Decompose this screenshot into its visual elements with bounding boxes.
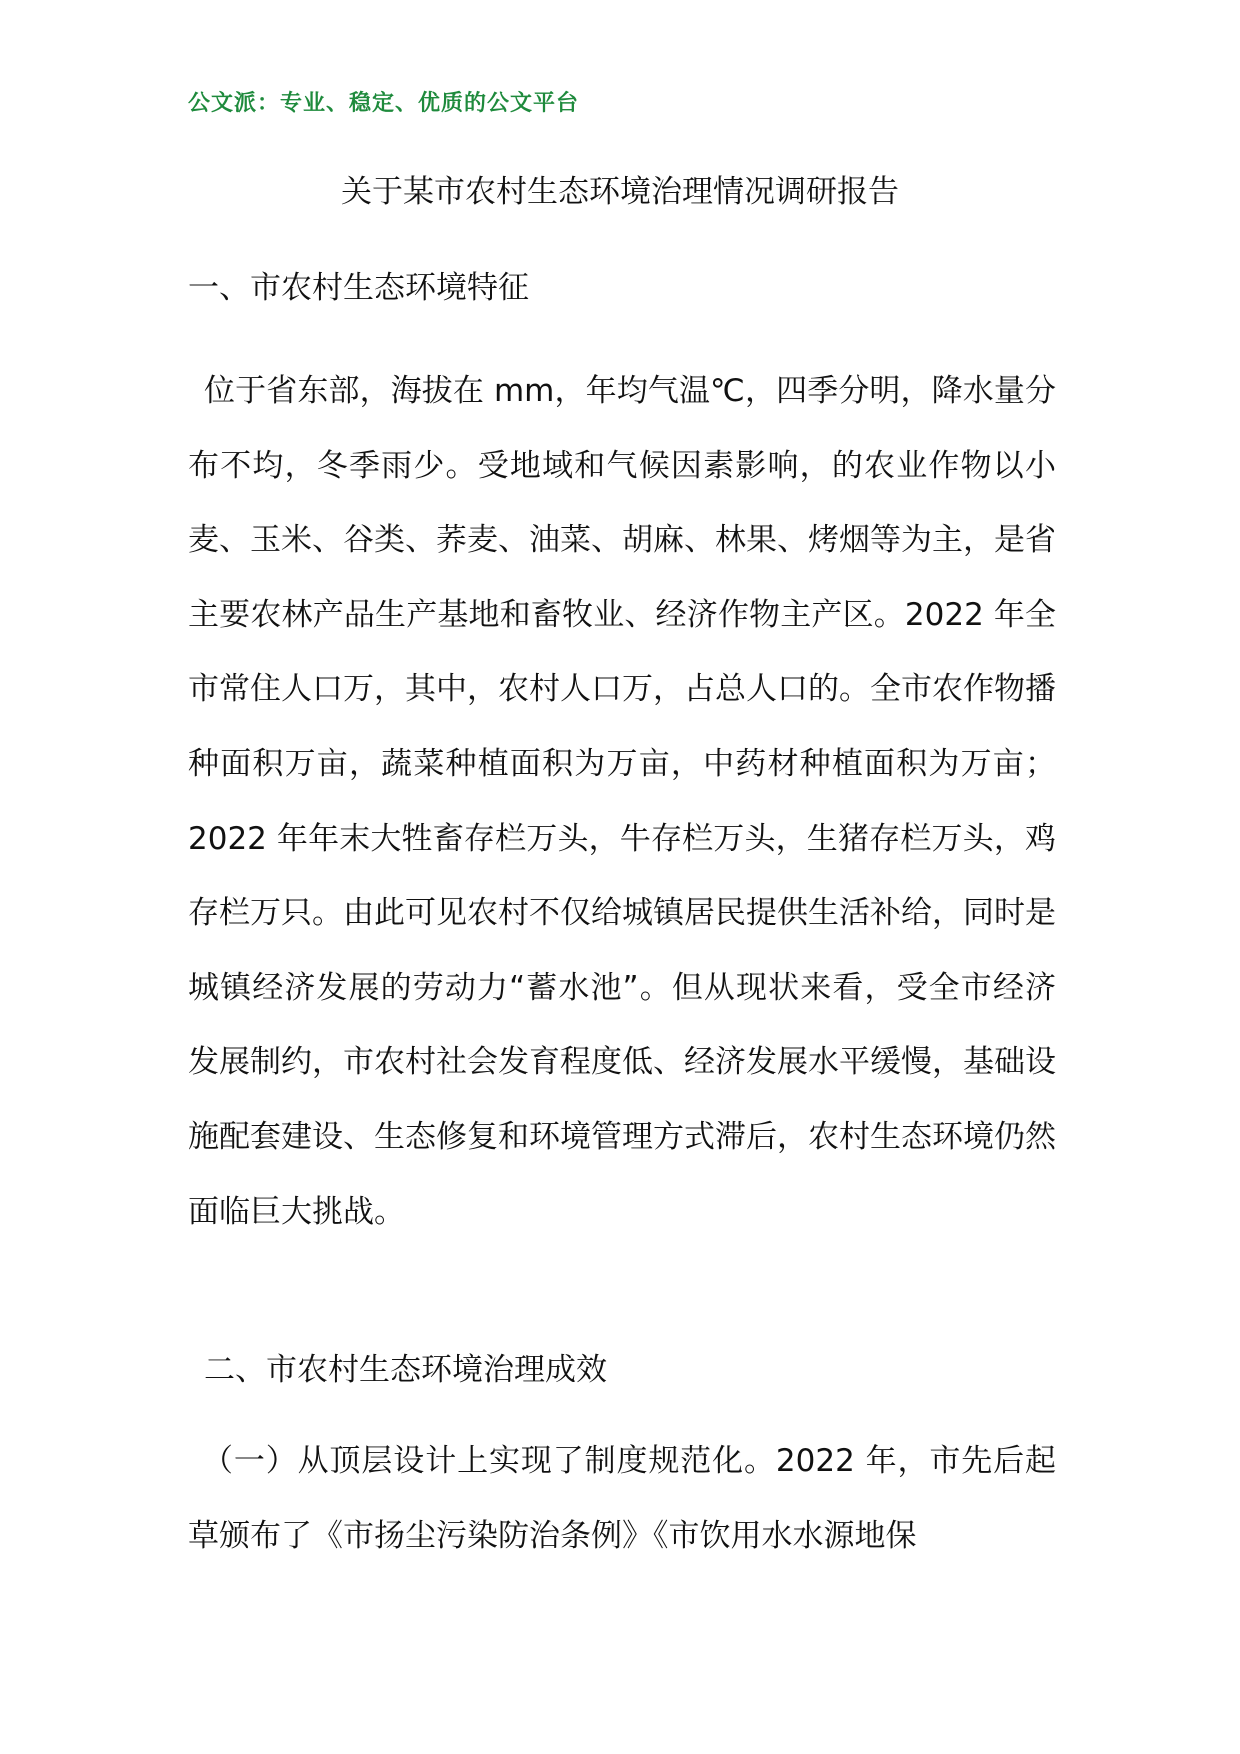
section-2-heading: 二、市农村生态环境治理成效 xyxy=(204,1352,607,1388)
document-title: 关于某市农村生态环境治理情况调研报告 xyxy=(341,174,899,210)
watermark-banner: 公文派：专业、稳定、优质的公文平台 xyxy=(188,91,580,116)
section-2-paragraph: （一）从顶层设计上实现了制度规范化。2022 年，市先后起草颁布了《市扬尘污染防治条例》《市饮用水水源地保 xyxy=(188,1443,1056,1554)
section-1-heading: 一、市农村生态环境特征 xyxy=(188,270,529,306)
section-1-paragraph: 位于省东部，海拔在 mm，年均气温℃，四季分明，降水量分布不均，冬季雨少。受地域和气候因素影响，的农业作物以小麦、玉米、谷类、荞麦、油菜、胡麻、林果、烤烟等为主，是省主要农林产品生产基地和畜牧业、经济作物主产区。2022 年全市常住人口万，其中，农村人口万，占总人口的。全市农作物播种面积万亩，蔬菜种植面积为万亩，中药材种植面积为万亩；2022 年年末大牲畜存栏万头，牛存栏万头，生猪存栏万头，鸡存栏万只。由此可见农村不仅给城镇居民提供生活补给，同时是城镇经济发展的劳动力“蓄水池”。但从现状来看，受全市经济发展制约，市农村社会发育程度低、经济发展水平缓慢，基础设施配套建设、生态修复和环境管理方式滞后，农村生态环境仍然面临巨大挑战。 xyxy=(188,373,1056,1230)
